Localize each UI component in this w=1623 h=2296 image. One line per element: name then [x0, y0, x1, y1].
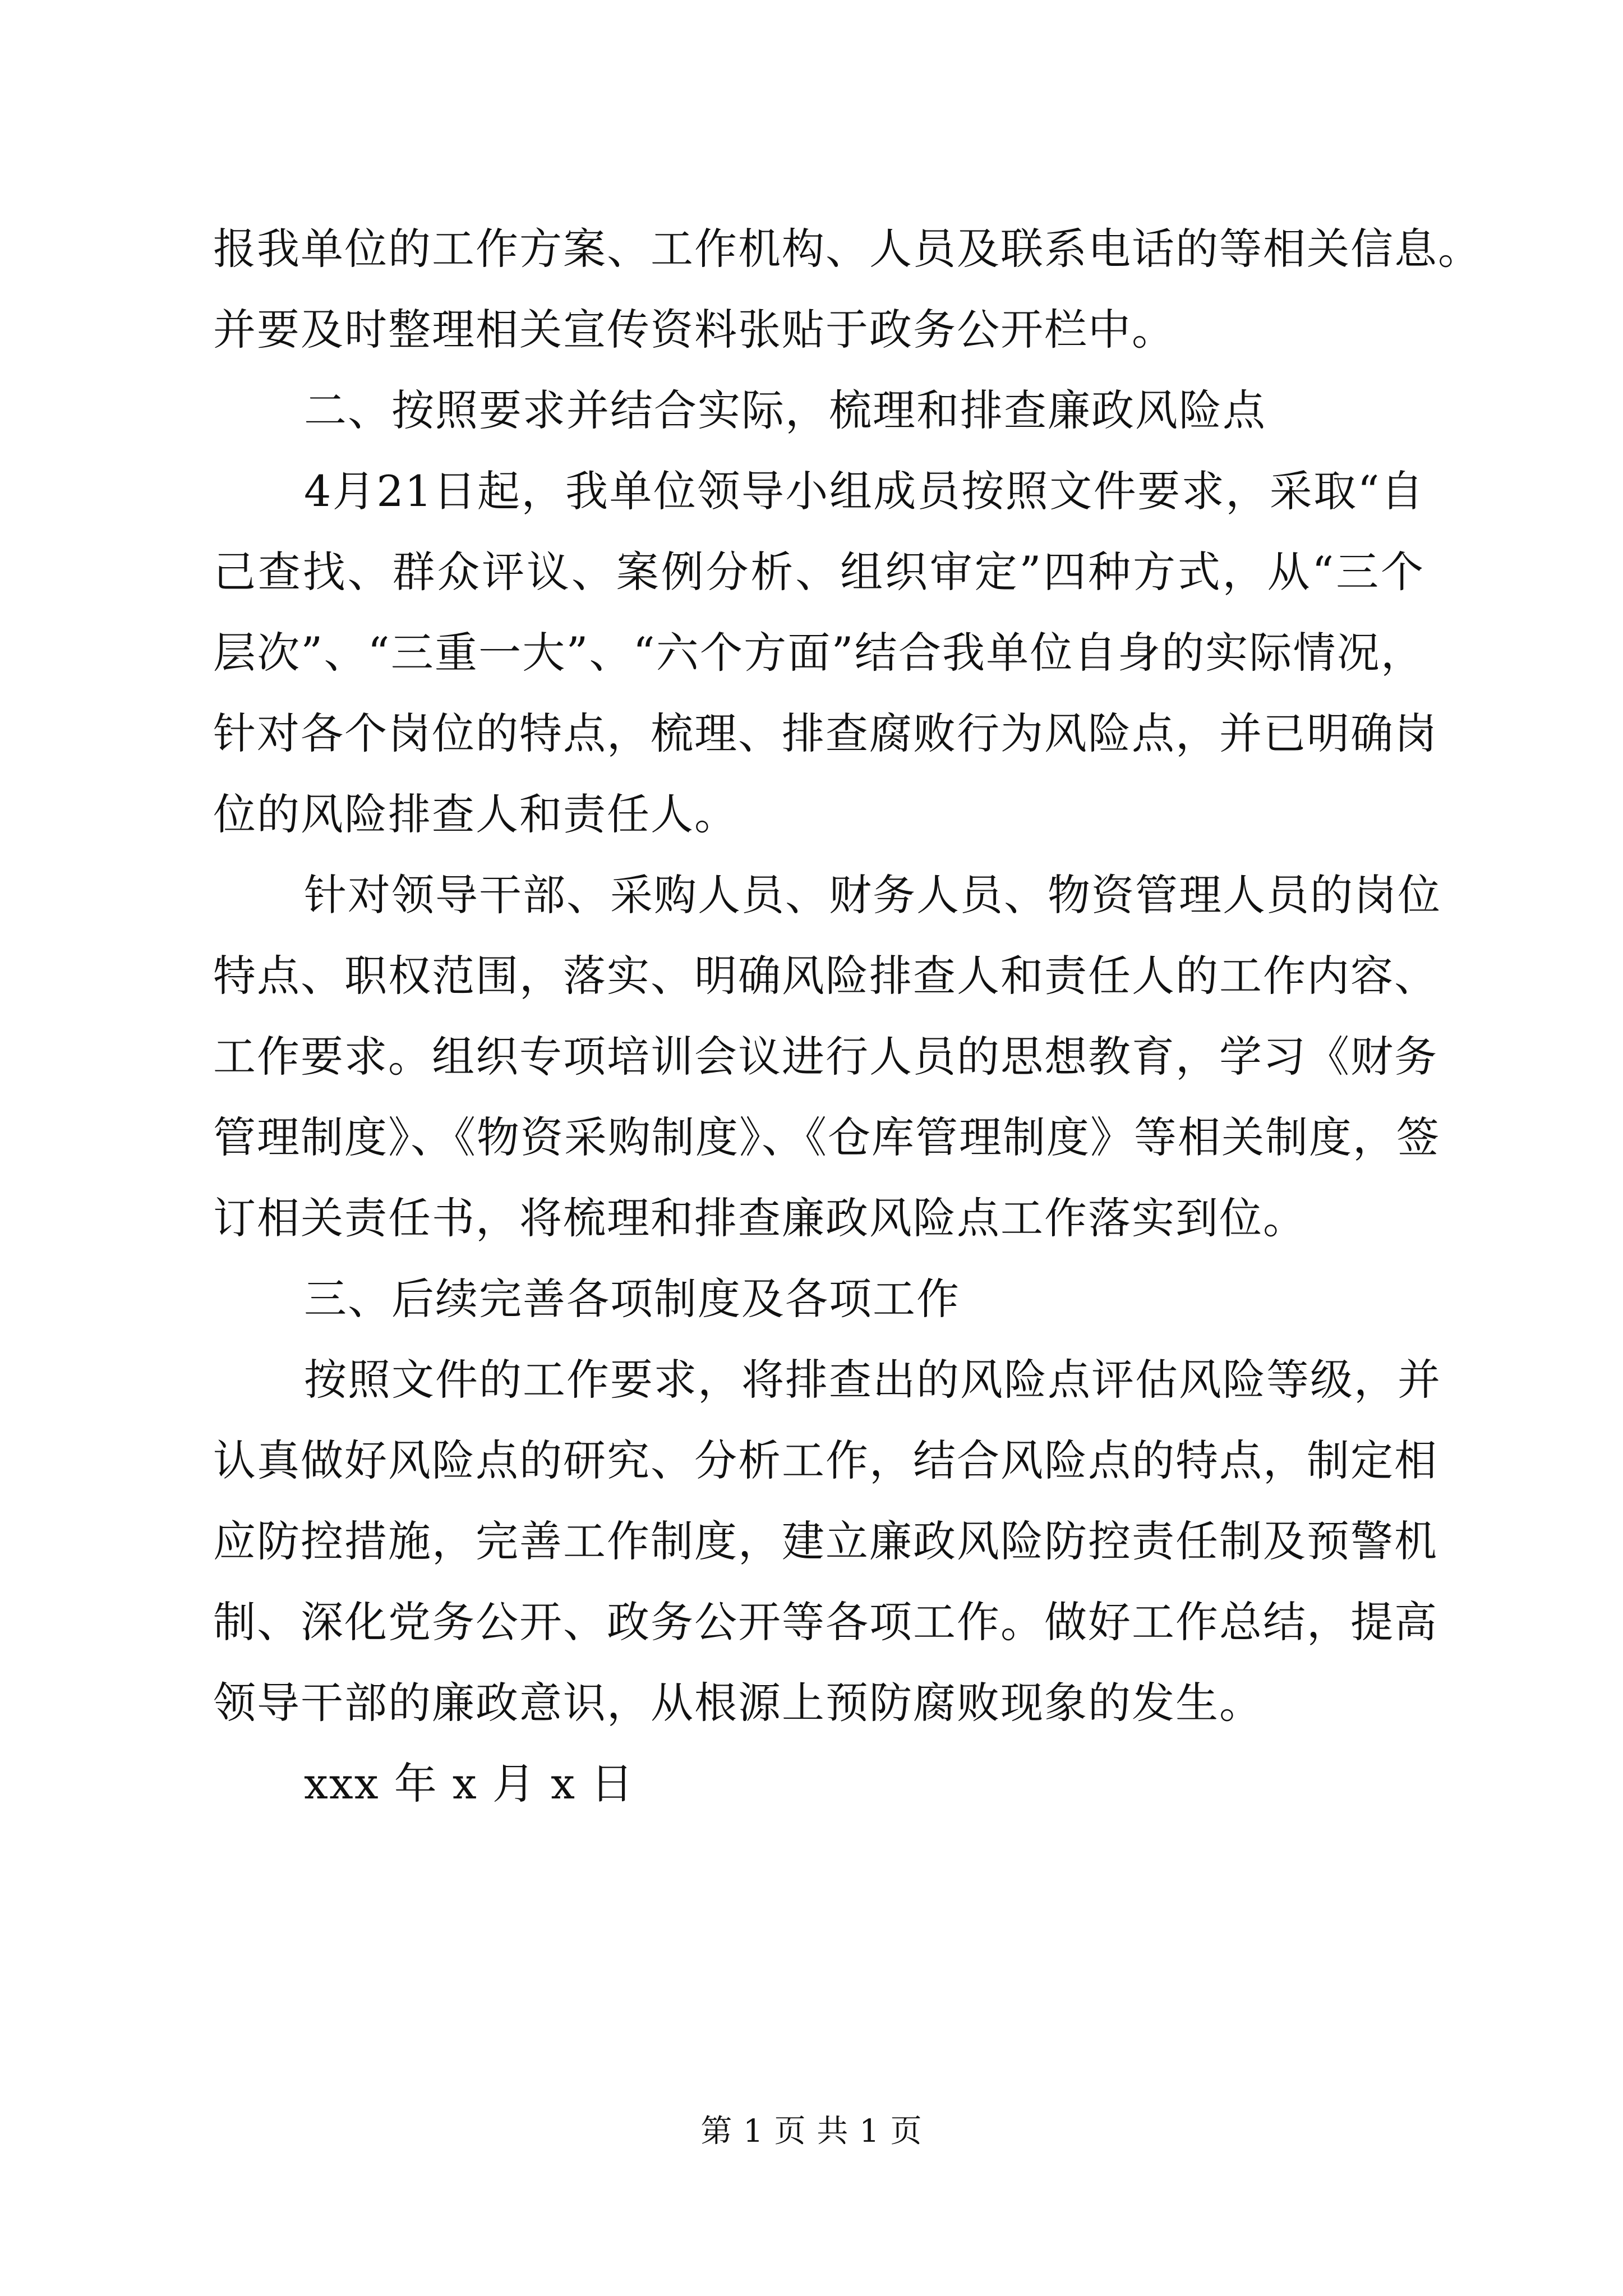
date-line: xxx 年 x 月 x 日 [304, 1759, 635, 1809]
text-line: 认真做好风险点的研究、分析工作，结合风险点的特点，制定相 [213, 1435, 1438, 1485]
text-line: 管理制度》、《物资采购制度》、《仓库管理制度》等相关制度，签 [213, 1112, 1440, 1162]
text-line: 针对领导干部、采购人员、财务人员、物资管理人员的岗位 [304, 870, 1441, 920]
page-number: 第 1 页 共 1 页 [700, 2113, 923, 2150]
text-line: 位的风险排查人和责任人。 [213, 789, 738, 839]
text-line: 应防控措施，完善工作制度，建立廉政风险防控责任制及预警机 [213, 1516, 1438, 1566]
text-line: 按照文件的工作要求，将排查出的风险点评估风险等级，并 [304, 1355, 1441, 1405]
text-line: 特点、职权范围，落实、明确风险排查人和责任人的工作内容、 [213, 951, 1438, 1001]
text-line: 己查找、群众评议、案例分析、组织审定”四种方式，从“三个 [213, 547, 1424, 597]
text-line: 订相关责任书，将梳理和排查廉政风险点工作落实到位。 [213, 1193, 1307, 1243]
section-heading: 二、按照要求并结合实际，梳理和排查廉政风险点 [304, 385, 1266, 435]
document-body [213, 209, 1482, 1824]
text-line: 并要及时整理相关宣传资料张贴于政务公开栏中。 [213, 305, 1175, 355]
section-heading: 三、后续完善各项制度及各项工作 [304, 1274, 960, 1324]
text-line: 工作要求。组织专项培训会议进行人员的思想教育，学习《财务 [213, 1032, 1438, 1082]
text-line: 领导干部的廉政意识，从根源上预防腐败现象的发生。 [213, 1678, 1263, 1728]
text-line: 报我单位的工作方案、工作机构、人员及联系电话的等相关信息。 [213, 224, 1482, 274]
text-line: 针对各个岗位的特点，梳理、排查腐败行为风险点，并已明确岗 [213, 708, 1438, 758]
text-line: 4月21日起，我单位领导小组成员按照文件要求，采取“自 [304, 466, 1424, 516]
text-line: 制、深化党务公开、政务公开等各项工作。做好工作总结，提高 [213, 1597, 1438, 1647]
text-line: 层次”、“三重一大”、“六个方面”结合我单位自身的实际情况， [213, 628, 1424, 678]
